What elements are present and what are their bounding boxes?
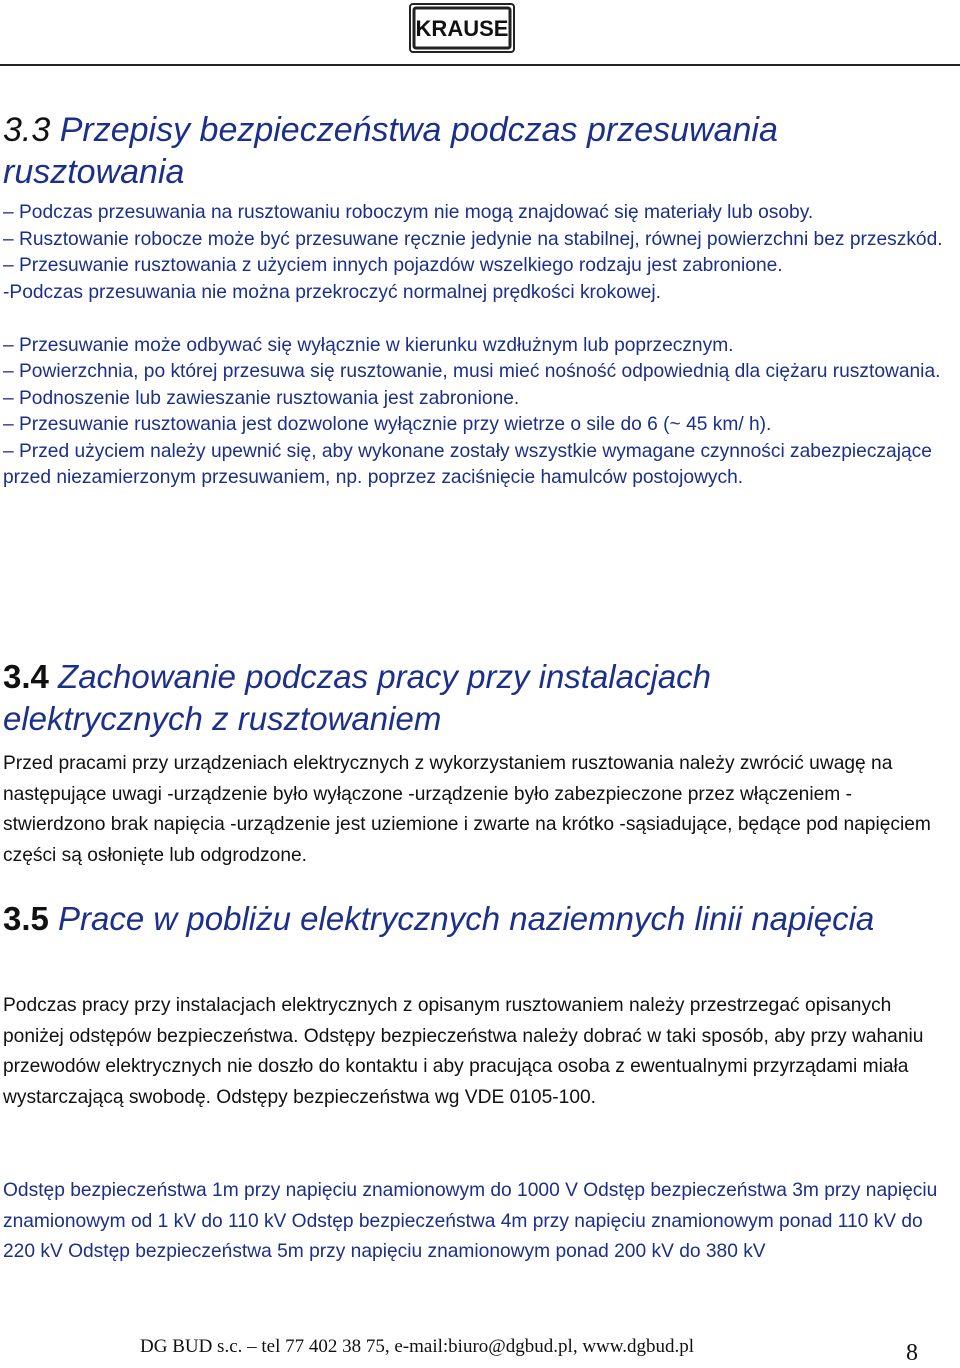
page-number: 8	[906, 1340, 918, 1366]
list-item: -Podczas przesuwania nie można przekroczyć normalnej prędkości krokowej.	[3, 281, 661, 303]
list-item: – Podczas przesuwania na rusztowaniu roboczym nie mogą znajdować się materiały lub osoby.	[3, 202, 814, 223]
section-title: Przepisy bezpieczeństwa podczas przesuwania rusztowania	[3, 111, 778, 191]
section-number: 3.5	[3, 900, 49, 937]
footer-contact: DG BUD s.c. – tel 77 402 38 75, e-mail:biuro@dgbud.pl, www.dgbud.pl	[140, 1336, 695, 1357]
list-item: – Przesuwanie może odbywać się wyłącznie w kierunku wzdłużnym lub poprzecznym.	[3, 334, 734, 356]
section-3-4-heading	[3, 656, 903, 740]
section-title: Zachowanie podczas pracy przy instalacjach elektrycznych z rusztowaniem	[3, 658, 712, 737]
list-item: – Przesuwanie rusztowania z użyciem innych pojazdów wszelkiego rodzaju jest zabronione.	[3, 255, 783, 276]
section-3-5-heading	[3, 898, 903, 940]
section-number: 3.3	[3, 111, 51, 149]
moving-rules-list	[3, 200, 953, 492]
section-number: 3.4	[3, 658, 49, 695]
krause-logo	[409, 3, 515, 53]
section-3-5-body: Podczas pracy przy instalacjach elektrycznych z opisanym rusztowaniem należy przestrzegać opisanych poniżej odstępów bezpieczeństwa. Odstępy bezpieczeństwa należy dobrać w taki sposób, aby przy wahaniu przewodów elektrycznych nie doszło do kontaktu i aby pracująca osoba z ewentualnymi przyrządami miała wystarczającą swobodę. Odstępy bezpieczeństwa wg VDE 0105-100.	[3, 995, 924, 1108]
section-title: Prace w pobliżu elektrycznych naziemnych linii napięcia	[48, 900, 875, 937]
list-item: – Podnoszenie lub zawieszanie rusztowania jest zabronione.	[3, 387, 520, 409]
list-item: – Powierzchnia, po której przesuwa się rusztowanie, musi mieć nośność odpowiednią dla ciężaru rusztowania.	[3, 361, 941, 382]
section-3-4-body: Przed pracami przy urządzeniach elektrycznych z wykorzystaniem rusztowania należy zwrócić uwagę na następujące uwagi -urządzenie było wyłączone -urządzenie było zabezpieczone przez włączeniem -stwierdzono brak napięcia -urządzenie jest uziemione i zwarte na krótko -sąsiadujące, będące pod napięciem części są osłonięte lub odgrodzone.	[3, 753, 931, 866]
header-divider	[0, 64, 960, 66]
section-3-3-heading	[3, 109, 903, 193]
list-item: – Rusztowanie robocze może być przesuwane ręcznie jedynie na stabilnej, równej powierzchni bez przeszkód.	[3, 228, 943, 250]
logo-text: KRAUSE	[415, 16, 509, 41]
list-spacer	[3, 306, 953, 333]
safety-distances-text: Odstęp bezpieczeństwa 1m przy napięciu znamionowym do 1000 V Odstęp bezpieczeństwa 3m przy napięciu znamionowym od 1 kV do 110 kV Odstęp bezpieczeństwa 4m przy napięciu znamionowym ponad 110 kV do 220 kV Odstęp bezpieczeństwa 5m przy napięciu znamionowym ponad 200 kV do 380 kV	[3, 1180, 938, 1262]
list-item: – Przesuwanie rusztowania jest dozwolone wyłącznie przy wietrze o sile do 6 (~ 45 km/ h).	[3, 414, 772, 435]
list-item: – Przed użyciem należy upewnić się, aby wykonane zostały wszystkie wymagane czynności zabezpieczające przed niezamierzonym przesuwaniem, np. poprzez zaciśnięcie hamulców postojowych.	[3, 440, 932, 488]
